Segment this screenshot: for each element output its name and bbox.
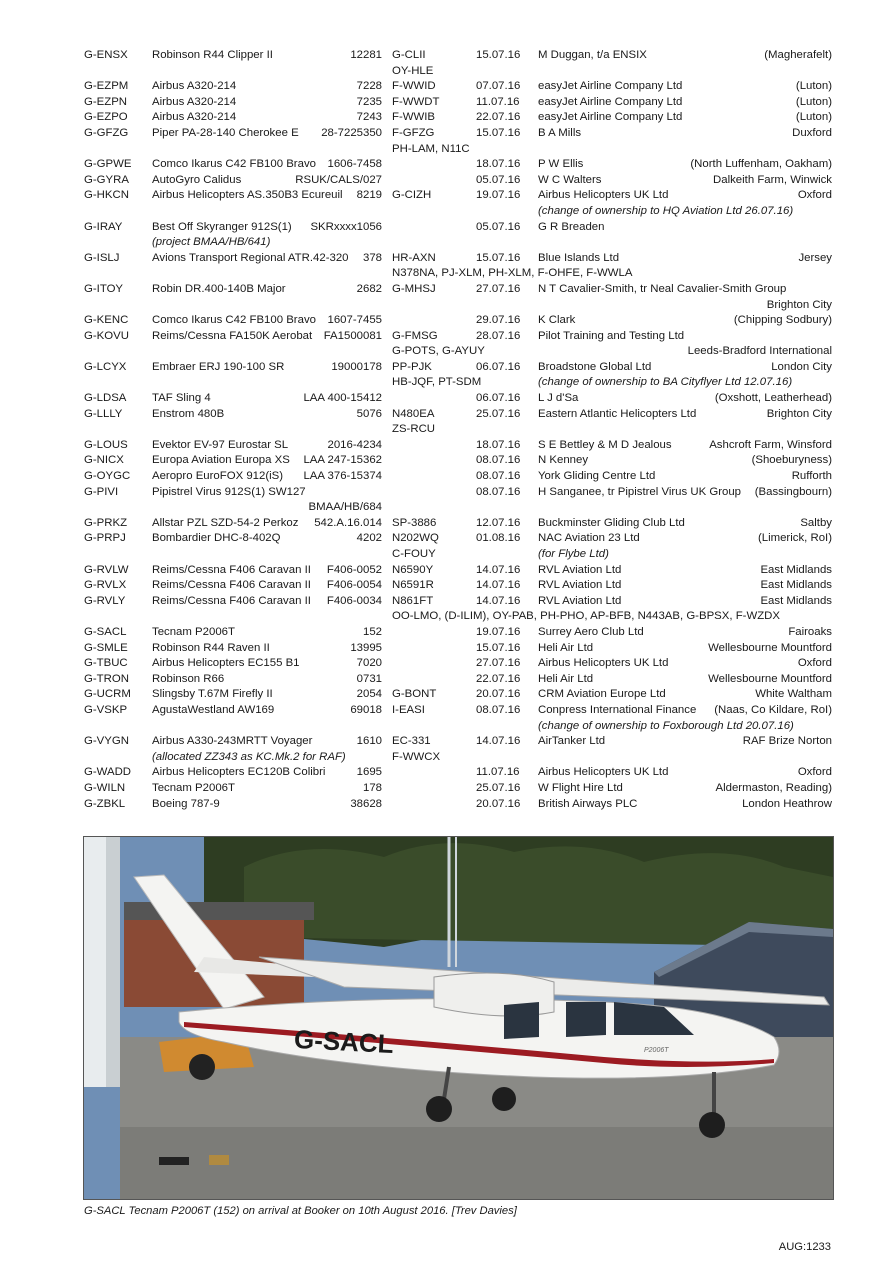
aircraft-photo	[83, 836, 834, 1200]
previous-identity: I-EASI	[392, 703, 425, 716]
owner-name: N T Cavalier-Smith, tr Neal Cavalier-Smith Group	[538, 282, 787, 295]
register-row	[84, 734, 832, 765]
previous-identities-cont: OO-LMO, (D-ILIM), OY-PAB, PH-PHO, AP-BFB, N443AB, G-BPSX, F-WZDX	[392, 610, 780, 623]
page-number: AUG:1233	[778, 1241, 831, 1253]
owner-name: L J d'Sa	[538, 392, 579, 405]
constructor-number: 7020	[356, 657, 382, 670]
owner-name: Conpress International Finance	[538, 703, 697, 716]
aircraft-type: Avions Transport Regional ATR.42-320	[152, 251, 349, 264]
registration-date: 06.07.16	[476, 392, 521, 405]
owner-name: Surrey Aero Club Ltd	[538, 625, 644, 638]
registration-date: 18.07.16	[476, 158, 521, 171]
registration-marking: G-SACL	[293, 1023, 395, 1060]
aircraft-type: TAF Sling 4	[152, 392, 211, 405]
aircraft-type: Best Off Skyranger 912S(1)	[152, 220, 292, 233]
base-location: (Luton)	[795, 95, 832, 108]
base-location: London City	[771, 360, 832, 373]
constructor-number: 28-7225350	[321, 126, 382, 139]
owner-name: Airbus Helicopters UK Ltd	[538, 189, 669, 202]
ownership-note: (change of ownership to Foxborough Ltd 20.07.16)	[538, 719, 794, 732]
registration-date: 15.07.16	[476, 49, 521, 61]
register-row	[84, 516, 832, 532]
register-row	[84, 188, 832, 219]
previous-identities-cont: OY-HLE	[392, 64, 434, 77]
registration: G-PRKZ	[84, 516, 128, 529]
base-location: London Heathrow	[742, 797, 832, 810]
register-row	[84, 251, 832, 282]
previous-identity: G-FMSG	[392, 329, 438, 342]
owner-name: easyJet Airline Company Ltd	[538, 80, 683, 93]
registration-date: 15.07.16	[476, 126, 521, 139]
constructor-number: 38628	[350, 797, 382, 810]
register-row	[84, 563, 832, 579]
registration: G-NICX	[84, 454, 124, 467]
base-location: Ashcroft Farm, Winsford	[709, 438, 832, 451]
owner-name: G R Breaden	[538, 220, 605, 233]
registration-date: 19.07.16	[476, 189, 521, 202]
previous-identity: G-MHSJ	[392, 282, 436, 295]
register-row	[84, 110, 832, 126]
owner-name: Buckminster Gliding Club Ltd	[538, 516, 685, 529]
aircraft-type: Allstar PZL SZD-54-2 Perkoz	[152, 516, 299, 529]
base-location: (Magherafelt)	[764, 49, 832, 61]
constructor-number: 2682	[356, 282, 382, 295]
owner-name: M Duggan, t/a ENSIX	[538, 49, 647, 61]
constructor-number: LAA 247-15362	[303, 454, 382, 467]
previous-identity: N480EA	[392, 407, 435, 420]
register-row	[84, 656, 832, 672]
base-location: RAF Brize Norton	[742, 735, 832, 748]
register-row	[84, 797, 832, 813]
previous-identities-cont: PH-LAM, N11C	[392, 142, 470, 155]
aircraft-type: Comco Ikarus C42 FB100 Bravo	[152, 314, 316, 327]
owner-name: Broadstone Global Ltd	[538, 360, 652, 373]
constructor-number: 0731	[356, 672, 382, 685]
constructor-number: 8219	[356, 189, 382, 202]
base-location: Wellesbourne Mountford	[708, 672, 832, 685]
register-row	[84, 578, 832, 594]
ownership-note: (for Flybe Ltd)	[538, 548, 609, 560]
registration: G-LCYX	[84, 360, 127, 373]
constructor-number: 378	[362, 251, 382, 264]
registration-date: 25.07.16	[476, 407, 521, 420]
base-location: Jersey	[798, 251, 832, 264]
owner-name: Heli Air Ltd	[538, 641, 594, 654]
aircraft-type: Airbus Helicopters AS.350B3 Ecureuil	[152, 189, 343, 202]
registration-date: 14.07.16	[476, 579, 521, 592]
register-row	[84, 95, 832, 111]
constructor-number-cont: BMAA/HB/684	[308, 501, 382, 514]
constructor-number: FA1500081	[323, 329, 382, 342]
base-location: (Chipping Sodbury)	[733, 314, 832, 327]
base-location: (Shoeburyness)	[751, 454, 832, 467]
aircraft-type: Airbus Helicopters EC155 B1	[152, 657, 300, 670]
aircraft-type: AutoGyro Calidus	[152, 173, 242, 186]
aircraft-type: Robin DR.400-140B Major	[152, 282, 286, 295]
owner-name: H Sanganee, tr Pipistrel Virus UK Group	[538, 485, 742, 498]
owner-name: RVL Aviation Ltd	[538, 594, 622, 607]
base-location: Oxford	[797, 766, 832, 779]
register-row	[84, 407, 832, 438]
registration-date: 08.07.16	[476, 703, 521, 716]
registration-date: 07.07.16	[476, 80, 521, 93]
ownership-note: (change of ownership to BA Cityflyer Ltd 12.07.16)	[538, 376, 793, 389]
previous-identities-cont: F-WWCX	[392, 750, 441, 763]
owner-name: CRM Aviation Europe Ltd	[538, 688, 666, 701]
register-row	[84, 126, 832, 157]
owner-name: British Airways PLC	[538, 797, 638, 810]
registration: G-LOUS	[84, 438, 128, 451]
owner-name: Pilot Training and Testing Ltd	[538, 329, 685, 342]
owner-name: York Gliding Centre Ltd	[538, 470, 656, 483]
previous-identity: PP-PJK	[392, 360, 432, 373]
registration: G-GYRA	[84, 173, 129, 186]
previous-identities-cont: C-FOUY	[392, 548, 436, 560]
hangar-door	[84, 837, 106, 1087]
registration: G-ZBKL	[84, 797, 126, 810]
aircraft-type: Reims/Cessna F406 Caravan II	[152, 579, 311, 592]
aircraft-type: Aeropro EuroFOX 912(iS)	[152, 470, 284, 483]
aircraft-type: Slingsby T.67M Firefly II	[152, 688, 273, 701]
registration-date: 05.07.16	[476, 220, 521, 233]
aircraft-type: Robinson R66	[152, 672, 225, 685]
constructor-number: F406-0052	[326, 563, 382, 576]
owner-name: K Clark	[538, 314, 576, 327]
owner-name: Airbus Helicopters UK Ltd	[538, 657, 669, 670]
previous-identity: F-WWID	[392, 80, 436, 93]
registration: G-LDSA	[84, 392, 127, 405]
register-row	[84, 173, 832, 189]
register-row	[84, 625, 832, 641]
aircraft-type: Tecnam P2006T	[152, 625, 235, 638]
register-row	[84, 672, 832, 688]
base-location: East Midlands	[760, 579, 832, 592]
base-location: Brighton City	[766, 407, 832, 420]
registration-date: 06.07.16	[476, 360, 521, 373]
registration: G-RVLX	[84, 579, 127, 592]
registration-date: 08.07.16	[476, 485, 521, 498]
registration: G-TRON	[84, 672, 129, 685]
owner-name: B A Mills	[538, 126, 582, 139]
previous-identity: SP-3886	[392, 516, 437, 529]
registration: G-IRAY	[84, 220, 123, 233]
aircraft-type: Piper PA-28-140 Cherokee E	[152, 126, 299, 139]
base-location: (Naas, Co Kildare, RoI)	[714, 703, 832, 716]
base-location: Dalkeith Farm, Winwick	[713, 173, 832, 186]
previous-identity: N6590Y	[392, 563, 434, 576]
aircraft-type: Comco Ikarus C42 FB100 Bravo	[152, 158, 316, 171]
registration-date: 01.08.16	[476, 532, 521, 545]
registration: G-EZPN	[84, 95, 128, 108]
register-row	[84, 781, 832, 797]
constructor-number: 1607-7455	[327, 314, 382, 327]
registration-date: 14.07.16	[476, 563, 521, 576]
chock	[159, 1157, 189, 1165]
base-location: East Midlands	[760, 594, 832, 607]
aircraft-type: AgustaWestland AW169	[152, 703, 275, 716]
base-location: White Waltham	[755, 688, 832, 701]
registration: G-RVLY	[84, 594, 126, 607]
aircraft-type: Airbus A330-243MRTT Voyager	[152, 735, 313, 748]
base-location: Duxford	[792, 126, 832, 139]
aircraft-type: Bombardier DHC-8-402Q	[152, 532, 281, 545]
registration-date: 12.07.16	[476, 516, 521, 529]
owner-name: N Kenney	[538, 454, 589, 467]
previous-identity: HR-AXN	[392, 251, 436, 264]
registration-date: 14.07.16	[476, 735, 521, 748]
constructor-number: RSUK/CALS/027	[295, 173, 382, 186]
base-location: Saltby	[800, 516, 832, 529]
base-location: East Midlands	[760, 563, 832, 576]
cabin-window	[566, 1002, 606, 1037]
register-row	[84, 157, 832, 173]
registration: G-PIVI	[84, 485, 119, 498]
constructor-number: 7235	[356, 95, 382, 108]
owner-name: easyJet Airline Company Ltd	[538, 111, 683, 124]
base-location: (Luton)	[795, 111, 832, 124]
base-location: (Limerick, RoI)	[757, 532, 832, 545]
registration: G-UCRM	[84, 688, 131, 701]
owner-name: W C Walters	[538, 173, 602, 186]
base-location: (Luton)	[795, 80, 832, 93]
owner-name: Blue Islands Ltd	[538, 251, 620, 264]
aircraft-type: Reims/Cessna FA150K Aerobat	[152, 329, 313, 342]
register-row	[84, 313, 832, 329]
constructor-number: 19000178	[331, 360, 382, 373]
previous-identity: G-CLII	[392, 49, 426, 61]
registration-date: 14.07.16	[476, 594, 521, 607]
constructor-number: LAA 400-15412	[303, 392, 382, 405]
base-location: Aldermaston, Reading)	[715, 781, 832, 794]
constructor-number: 152	[362, 625, 382, 638]
register-row	[84, 765, 832, 781]
previous-identity: EC-331	[392, 735, 431, 748]
registration-date: 22.07.16	[476, 672, 521, 685]
registration-date: 19.07.16	[476, 625, 521, 638]
registration: G-GPWE	[84, 158, 132, 171]
owner-name: Heli Air Ltd	[538, 672, 594, 685]
photo-caption: G-SACL Tecnam P2006T (152) on arrival at Booker on 10th August 2016. [Trev Davies]	[84, 1205, 517, 1217]
type-remark: (project BMAA/HB/641)	[152, 236, 271, 249]
register-row	[84, 469, 832, 485]
registration: G-ENSX	[84, 49, 128, 61]
aircraft-type: Reims/Cessna F406 Caravan II	[152, 563, 311, 576]
previous-identity: N6591R	[392, 579, 434, 592]
registration: G-EZPM	[84, 80, 129, 93]
constructor-number: 1606-7458	[327, 158, 382, 171]
registration: G-LLLY	[84, 407, 123, 420]
constructor-number: 5076	[356, 407, 382, 420]
register-row	[84, 329, 832, 360]
registration: G-OYGC	[84, 470, 131, 483]
aircraft-type: Reims/Cessna F406 Caravan II	[152, 594, 311, 607]
previous-identity: F-WWIB	[392, 111, 436, 124]
register-row	[84, 485, 832, 516]
aircraft-type: Robinson R44 Raven II	[152, 641, 270, 654]
ownership-note: (change of ownership to HQ Aviation Ltd 26.07.16)	[538, 204, 794, 217]
owner-name: Airbus Helicopters UK Ltd	[538, 766, 669, 779]
aircraft-type: Airbus A320-214	[152, 95, 237, 108]
previous-identity: F-WWDT	[392, 95, 440, 108]
owner-name: AirTanker Ltd	[538, 735, 606, 748]
base-location: Oxford	[797, 657, 832, 670]
owner-name: Eastern Atlantic Helicopters Ltd	[538, 407, 697, 420]
previous-identity: N861FT	[392, 594, 434, 607]
aircraft-type: Airbus A320-214	[152, 80, 237, 93]
registration-date: 22.07.16	[476, 111, 521, 124]
aircraft-type: Evektor EV-97 Eurostar SL	[152, 438, 289, 451]
register-table	[84, 48, 832, 812]
registration: G-ISLJ	[84, 251, 120, 264]
aircraft-type: Airbus Helicopters EC120B Colibri	[152, 766, 326, 779]
aircraft-type: Europa Aviation Europa XS	[152, 454, 290, 467]
registration-date: 20.07.16	[476, 797, 521, 810]
type-marking: P2006T	[644, 1047, 669, 1054]
base-location: Fairoaks	[788, 625, 832, 638]
constructor-number: 2016-4234	[327, 438, 382, 451]
registration: G-RVLW	[84, 563, 129, 576]
previous-identities-cont: ZS-RCU	[392, 423, 436, 436]
constructor-number: 7228	[356, 80, 382, 93]
aircraft-type: Pipistrel Virus 912S(1) SW127	[152, 485, 306, 498]
aircraft-type: Embraer ERJ 190-100 SR	[152, 360, 285, 373]
registration: G-ITOY	[84, 282, 124, 295]
registration-date: 28.07.16	[476, 329, 521, 342]
registration: G-VYGN	[84, 735, 129, 748]
base-location: (Bassingbourn)	[754, 485, 832, 498]
constructor-number: 7243	[356, 111, 382, 124]
owner-name: RVL Aviation Ltd	[538, 563, 622, 576]
registration: G-HKCN	[84, 189, 129, 202]
registration: G-TBUC	[84, 657, 128, 670]
base-location: (Oxshott, Leatherhead)	[714, 392, 832, 405]
registration-date: 08.07.16	[476, 470, 521, 483]
aircraft-type: Robinson R44 Clipper II	[152, 49, 273, 61]
type-remark: (allocated ZZ343 as KC.Mk.2 for RAF)	[152, 750, 346, 763]
registration: G-SACL	[84, 625, 127, 638]
constructor-number: SKRxxxx1056	[310, 220, 382, 233]
registration: G-EZPO	[84, 111, 128, 124]
registration: G-KENC	[84, 314, 129, 327]
constructor-number: 1695	[356, 766, 382, 779]
register-row	[84, 79, 832, 95]
registration-date: 11.07.16	[476, 766, 520, 779]
register-row	[84, 48, 832, 79]
owner-name: P W Ellis	[538, 158, 584, 171]
registration: G-PRPJ	[84, 532, 126, 545]
constructor-number: 1610	[356, 735, 382, 748]
registration: G-WILN	[84, 781, 126, 794]
previous-identity: F-GFZG	[392, 126, 435, 139]
register-row	[84, 703, 832, 734]
register-row	[84, 438, 832, 454]
register-row	[84, 220, 832, 251]
constructor-number: F406-0034	[326, 594, 382, 607]
registration-date: 27.07.16	[476, 282, 521, 295]
previous-identity: G-BONT	[392, 688, 437, 701]
register-row	[84, 687, 832, 703]
owner-name: easyJet Airline Company Ltd	[538, 95, 683, 108]
constructor-number: 13995	[350, 641, 382, 654]
previous-identity: G-CIZH	[392, 189, 432, 202]
registration-date: 15.07.16	[476, 251, 521, 264]
registration: G-GFZG	[84, 126, 129, 139]
constructor-number: LAA 376-15374	[303, 470, 382, 483]
constructor-number: 4202	[356, 532, 382, 545]
registration-date: 27.07.16	[476, 657, 521, 670]
registration: G-SMLE	[84, 641, 128, 654]
constructor-number: 12281	[350, 49, 382, 61]
register-row	[84, 641, 832, 657]
constructor-number: 69018	[350, 703, 382, 716]
aircraft-type: Boeing 787-9	[152, 797, 220, 810]
previous-identity: N202WQ	[392, 532, 439, 545]
base-location-cont: Leeds-Bradford International	[687, 345, 832, 358]
aircraft-type: Tecnam P2006T	[152, 781, 235, 794]
constructor-number: 178	[362, 781, 382, 794]
cabin-window	[504, 1002, 539, 1039]
base-location: (North Luffenham, Oakham)	[690, 158, 832, 171]
owner-name: NAC Aviation 23 Ltd	[538, 532, 640, 545]
owner-name: RVL Aviation Ltd	[538, 579, 622, 592]
previous-identities-cont: N378NA, PJ-XLM, PH-XLM, F-OHFE, F-WWLA	[392, 267, 633, 280]
registration-date: 05.07.16	[476, 173, 521, 186]
registration-date: 18.07.16	[476, 438, 521, 451]
registration-date: 20.07.16	[476, 688, 521, 701]
registration-date: 11.07.16	[476, 95, 520, 108]
register-row	[84, 391, 832, 407]
owner-name: W Flight Hire Ltd	[538, 781, 623, 794]
register-row	[84, 360, 832, 391]
constructor-number: 542.A.16.014	[314, 516, 382, 529]
register-row	[84, 594, 832, 625]
base-location: Oxford	[797, 189, 832, 202]
base-location: Wellesbourne Mountford	[708, 641, 832, 654]
aircraft-type: Airbus A320-214	[152, 111, 237, 124]
registration: G-VSKP	[84, 703, 128, 716]
previous-identities-cont: HB-JQF, PT-SDM	[392, 376, 482, 389]
registration-date: 25.07.16	[476, 781, 521, 794]
owner-name: S E Bettley & M D Jealous	[538, 438, 672, 451]
registration: G-KOVU	[84, 329, 129, 342]
aircraft-type: Enstrom 480B	[152, 407, 225, 420]
register-row	[84, 282, 832, 313]
registration: G-WADD	[84, 766, 132, 779]
constructor-number: F406-0054	[326, 579, 382, 592]
previous-identities-cont: G-POTS, G-AYUY	[392, 345, 485, 358]
base-location-cont: Brighton City	[766, 298, 832, 311]
register-row	[84, 453, 832, 469]
registration-date: 08.07.16	[476, 454, 521, 467]
constructor-number: 2054	[356, 688, 382, 701]
register-row	[84, 531, 832, 562]
registration-date: 15.07.16	[476, 641, 521, 654]
registration-date: 29.07.16	[476, 314, 521, 327]
base-location: Rufforth	[791, 470, 832, 483]
